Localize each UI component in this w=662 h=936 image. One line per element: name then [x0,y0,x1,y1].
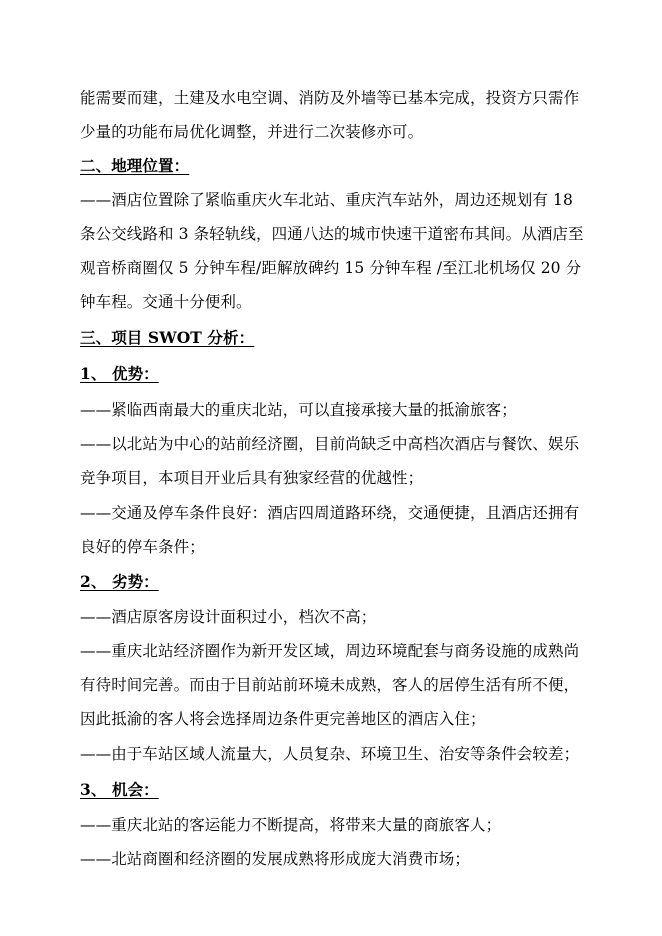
subheading-opportunities: 3、 机会： [80,780,159,799]
list-item-continuation: 因此抵渝的客人将会选择周边条件更完善地区的酒店入住； [80,710,486,728]
paragraph-line: 少量的功能布局优化调整，并进行二次装修亦可。 [80,123,424,141]
list-item-continuation: 有待时间完善。而由于目前站前环境未成熟，客人的居停生活有所不便， [80,676,580,694]
subheading-strengths: 1、 优势： [80,364,159,383]
paragraph-line: ——酒店位置除了紧临重庆火车北站、重庆汽车站外，周边还规划有 18 [80,191,573,209]
paragraph-line: 能需要而建，土建及水电空调、消防及外墙等已基本完成，投资方只需作 [80,89,580,107]
list-item: ——由于车站区域人流量大，人员复杂、环境卫生、治安等条件会较差； [80,745,580,763]
list-item-continuation: 良好的停车条件； [80,538,205,556]
paragraph-line: 钟车程。交通十分便利。 [80,293,252,311]
paragraph-line: 条公交线路和 3 条轻轨线，四通八达的城市快速干道密布其间。从酒店至 [80,225,584,243]
list-item: ——酒店原客房设计面积过小，档次不高； [80,608,377,626]
list-item: ——北站商圈和经济圈的发展成熟将形成庞大消费市场； [80,850,471,868]
list-item: ——紧临西南最大的重庆北站，可以直接承接大量的抵渝旅客； [80,401,517,419]
subheading-weaknesses: 2、 劣势： [80,572,159,591]
list-item: ——重庆北站的客运能力不断提高，将带来大量的商旅客人； [80,816,502,834]
paragraph-line: 观音桥商圈仅 5 分钟车程/距解放碑约 15 分钟车程 /至江北机场仅 20 分 [80,259,582,277]
section-heading-swot: 三、项目 SWOT 分析： [80,328,255,347]
section-heading-location: 二、地理位置： [80,156,190,175]
list-item: ——重庆北站经济圈作为新开发区域，周边环境配套与商务设施的成熟尚 [80,642,580,660]
list-item-continuation: 竞争项目，本项目开业后具有独家经营的优越性； [80,469,424,487]
list-item: ——交通及停车条件良好：酒店四周道路环绕，交通便捷，且酒店还拥有 [80,504,580,522]
list-item: ——以北站为中心的站前经济圈，目前尚缺乏中高档次酒店与餐饮、娱乐 [80,435,580,453]
